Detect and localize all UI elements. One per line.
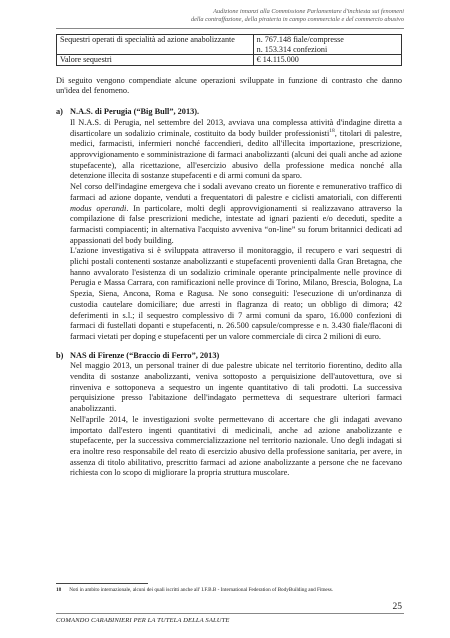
section-b-paragraph-2: Nell'aprile 2014, le investigazioni svolte permettevano di accertare che gli indagati avevano importato dall'estero ingenti quantitativi di medicinali, anche ad azione anabolizzante e stupefacente, per la successiva commercializzazione nel territorio nazionale. Uno degli indagati si era inoltre reso responsabile del reato di esercizio abusivo della professione sanitaria, per avere, in assenza di titolo abilitativo, prescritto farmaci ad azione anabolizzante a persone che ne facevano richiesta con lo scopo di migliorare la propria struttura muscolare. [70,414,402,478]
section-b-heading [56,351,402,362]
page-body [56,34,402,479]
text-run: . In particolare, molti degli approvvigionamenti si realizzavano attraverso la compilazione di false prescrizioni mediche, intestate ad ignari pazienti e/o deceduti, spedite a farmacisti compiacenti; in alternativa l'acquisto avveniva “on-line” su forum britannici dedicati ad appassionati del body building. [70,203,402,245]
italic-term: modus operandi [70,203,127,213]
section-a-paragraph-3: L'azione investigativa si è sviluppata attraverso il monitoraggio, il recupero e vari sequestri di plichi postali contenenti sostanze anabolizzanti e stupefacenti provenienti dalla Gran Bretagna, che hanno avvalorato l'esistenza di un sodalizio criminale operante principalmente nelle province di Perugia e Massa Carrara, con ramificazioni nelle province di Torino, Milano, Brescia, Bologna, La Spezia, Siena, Ancona, Roma e Ragusa. Ne sono conseguiti: l'esecuzione di un'ordinanza di custodia cautelare domiciliare; due arresti in flagranza di reato; un obbligo di dimora; 42 deferimenti in s.l.; il sequestro complessivo di 7 armi comuni da sparo, 16.000 confezioni di farmaci di fustellati dopanti e stupefacenti, n. 26.500 capsule/compresse e n. 3.430 fiale/flaconi di farmaci vietati per doping e stupefacenti per un valore commerciale di circa 2 milioni di euro. [70,246,402,341]
value-line: n. 153.314 confezioni [256,44,328,54]
footnote-rule [56,583,148,584]
running-header [104,8,404,24]
table-cell-value: € 14.115.000 [253,55,401,66]
page-number: 25 [392,602,402,612]
footnote-ref[interactable]: 18 [329,127,335,134]
section-a-heading [56,107,402,118]
section-a-paragraph-1 [70,118,402,182]
section-b-body [70,361,402,479]
table-row [57,55,402,66]
text-run: , titolari di palestre, medici, farmacisti, infermieri nonché faccendieri, dedito all'illecita importazione, prescrizione, approvvigionamento e somministrazione di farmaci anabolizzanti (alcuni dei quali anche ad azione stupefacente), alla ricettazione, all'esercizio abusivo della professione medica nonché alla detenzione illecita di sostanze stupefacenti e di armi comuni da sparo. [70,128,402,181]
section-a-body [70,118,402,343]
section-a-paragraph-2 [70,182,402,246]
footnote-number: 18 [56,587,62,593]
table-cell-value [253,35,401,55]
header-line-2: della contraffazione, della pirateria in campo commerciale e del commercio abusivo [190,16,404,23]
text-run: Il N.A.S. di Perugia, nel settembre del 2013, avviava una complessa attività d'indagine diretta a disarticolare un sodalizio criminale, costituito da body builder professionisti [70,117,402,138]
footer-rule [56,613,404,614]
header-line-1: Audizione innanzi alla Commissione Parlamentare d'inchiesta sui fenomeni [213,8,404,15]
section-b-label: b) [56,350,64,360]
table-cell-label: Valore sequestri [57,55,254,66]
header-rule [56,28,404,29]
seizures-table [56,34,402,66]
running-footer: COMANDO CARABINIERI PER LA TUTELA DELLA SALUTE [56,617,230,624]
section-a-title: N.A.S. di Perugia (“Big Bull”, 2013). [70,107,200,117]
section-b-title: NAS di Firenze (“Braccio di Ferro”, 2013) [70,350,220,360]
table-cell-label: Sequestri operati di specialità ad azione anabolizzante [57,35,254,55]
section-b-paragraph-1: Nel maggio 2013, un personal trainer di due palestre ubicate nel territorio fiorentino, dedito alla vendita di sostanze anabolizzanti, veniva sottoposto a perquisizione dell'autovettura, ove si rinveniva e sottoponeva a sequestro un ingente quantitativo di tali prodotti. La successiva perquisizione presso l'abitazione dell'indagato permetteva di sequestrare ulteriori farmaci anabolizzanti. [70,361,402,414]
intro-paragraph: Di seguito vengono compendiate alcune operazioni sviluppate in funzione di contrasto che danno un'idea del fenomeno. [56,75,402,96]
text-run: Nel corso dell'indagine emergeva che i sodali avevano creato un fiorente e remunerativo traffico di farmaci ad azione dopante, venduti a frequentatori di palestre e ciclisti amatoriali, con differenti [70,182,402,202]
footnote [56,587,402,594]
footnote-text: Noti in ambito internazionale, alcuni dei quali iscritti anche all' I.F.B.B - International Federation of BodyBuilding and Fitness. [69,587,334,593]
table-row [57,35,402,55]
section-a-label: a) [56,107,63,117]
value-line: n. 767.148 fiale/compresse [256,35,344,44]
